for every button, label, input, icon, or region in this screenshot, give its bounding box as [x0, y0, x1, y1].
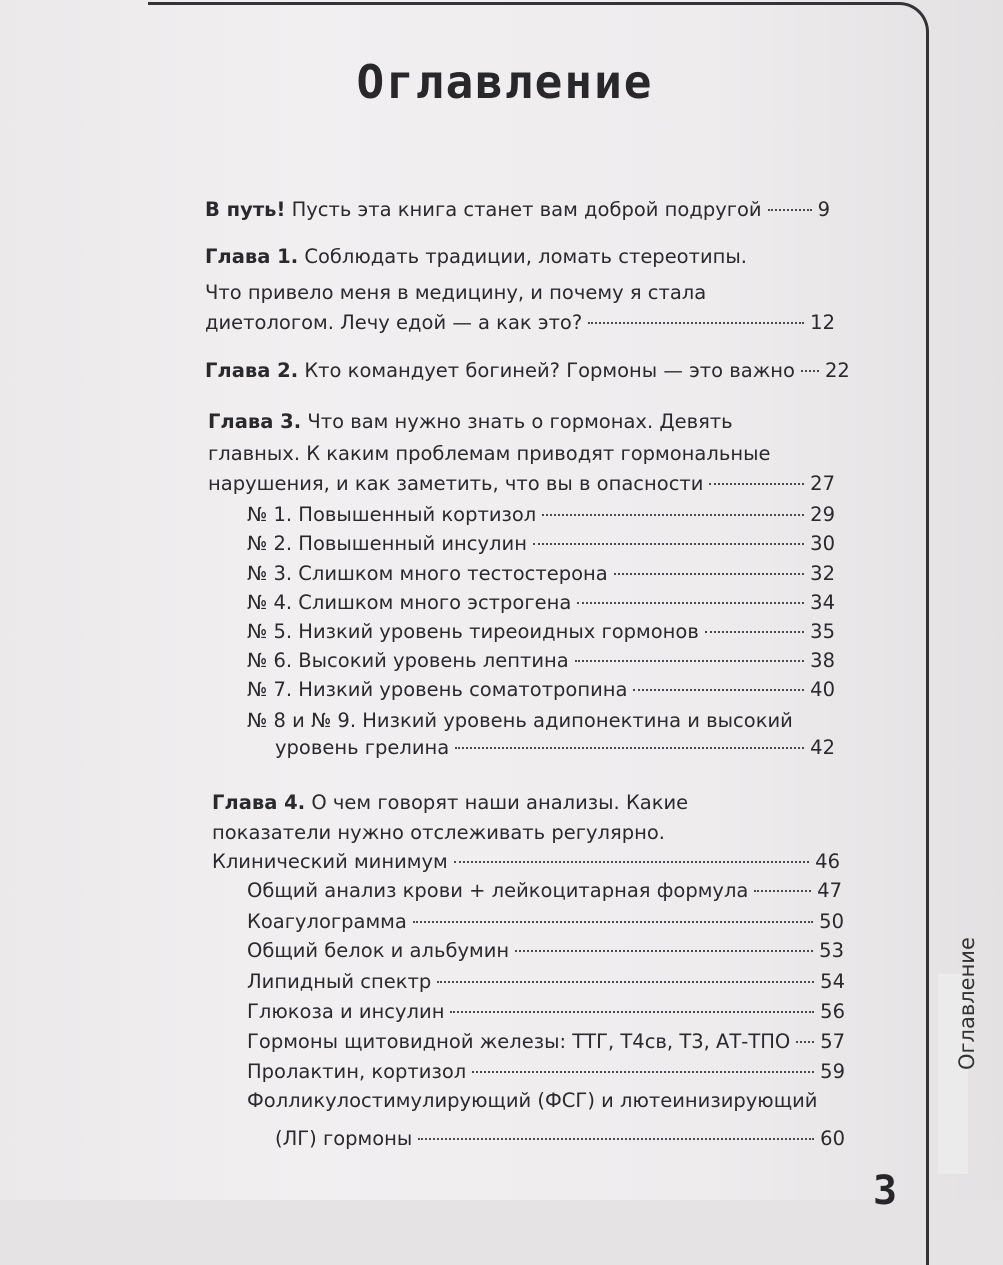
entry-page: 53: [819, 939, 844, 962]
entry-page: 27: [810, 472, 835, 495]
entry-text: диетологом. Лечу едой — а как это?: [205, 311, 583, 334]
entry-page: 29: [810, 503, 835, 526]
toc-entry-ch1-line2: Что привело меня в медицину, и почему я стала: [205, 281, 707, 304]
entry-page: 57: [820, 1030, 846, 1053]
toc-entry-ch3-line1: [208, 410, 733, 434]
toc-subentry-line1: Фолликулостимулирующий (ФСГ) и лютеинизирующий: [247, 1089, 818, 1112]
entry-text: Пролактин, кортизол: [247, 1060, 467, 1083]
side-running-head: Оглавление: [955, 937, 979, 1070]
entry-text: Что вам нужно знать о гормонах. Девять: [301, 410, 733, 433]
entry-page: 54: [820, 970, 845, 993]
entry-text: нарушения, и как заметить, что вы в опасности: [208, 472, 704, 495]
toc-subentry: [247, 562, 835, 586]
dot-leader: [437, 981, 814, 983]
toc-subentry: [275, 1127, 845, 1151]
toc-subentry-line1: № 8 и № 9. Низкий уровень адипонектина и высокий: [247, 709, 793, 732]
entry-text: № 4. Слишком много эстрогена: [247, 591, 572, 614]
toc-subentry: [247, 939, 844, 963]
toc-entry-ch2: [205, 359, 850, 383]
toc-entry-ch4: [212, 850, 840, 874]
dot-leader: [709, 483, 804, 485]
entry-page: 40: [810, 678, 835, 701]
dot-leader: [533, 543, 804, 545]
toc-entry-ch4-line1: [212, 791, 688, 815]
entry-text: Липидный спектр: [247, 970, 432, 993]
entry-page: 9: [817, 198, 830, 221]
dot-leader: [754, 890, 811, 892]
entry-page: 60: [820, 1127, 845, 1150]
toc-subentry: [247, 1030, 845, 1054]
toc-subentry: [247, 649, 835, 673]
dot-leader: [575, 660, 804, 662]
toc-subentry: [247, 1000, 845, 1024]
entry-page: 12: [810, 311, 835, 334]
entry-page: 59: [820, 1060, 845, 1083]
entry-text: Глюкоза и инсулин: [247, 1000, 445, 1023]
dot-leader: [542, 514, 804, 516]
dot-leader: [796, 1041, 814, 1043]
entry-text: Общий анализ крови + лейкоцитарная формула: [247, 879, 749, 902]
toc-subentry: [247, 970, 845, 994]
entry-text: № 5. Низкий уровень тиреоидных гормонов: [247, 620, 699, 643]
dot-leader: [633, 689, 804, 691]
toc-entry-ch1: [205, 311, 835, 335]
entry-page: 42: [810, 736, 835, 759]
entry-bold: Глава 4.: [212, 791, 306, 814]
entry-bold: Глава 2.: [205, 359, 299, 382]
entry-text: (ЛГ) гормоны: [275, 1127, 413, 1150]
toc-subentry: [247, 1060, 845, 1084]
dot-leader: [454, 861, 809, 863]
dot-leader: [768, 209, 812, 211]
entry-text: Гормоны щитовидной железы: ТТГ, Т4св, Т3, АТ-ТПО: [247, 1030, 791, 1053]
toc-entry-ch3: [208, 472, 835, 496]
entry-page: 38: [810, 649, 835, 672]
entry-text: Соблюдать традиции, ломать стереотипы.: [298, 245, 747, 268]
dot-leader: [515, 950, 813, 952]
entry-text: Кто командует богиней? Гормоны — это важно: [298, 359, 795, 382]
toc-subentry: [247, 910, 844, 934]
dot-leader: [455, 747, 804, 749]
entry-page: 46: [815, 850, 840, 873]
entry-text: О чем говорят наши анализы. Какие: [305, 791, 689, 814]
entry-text: № 2. Повышенный инсулин: [247, 532, 527, 555]
dot-leader: [801, 370, 819, 372]
toc-subentry: [247, 503, 835, 527]
entry-text: Клинический минимум: [212, 850, 448, 873]
dot-leader: [577, 602, 804, 604]
dot-leader: [614, 573, 804, 575]
entry-text: № 6. Высокий уровень лептина: [247, 649, 569, 672]
toc-subentry: [247, 678, 835, 702]
entry-text: № 1. Повышенный кортизол: [247, 503, 537, 526]
dot-leader: [705, 631, 804, 633]
page-number: 3: [873, 1168, 898, 1214]
dot-leader: [413, 921, 813, 923]
entry-text: № 3. Слишком много тестостерона: [247, 562, 608, 585]
dot-leader: [450, 1011, 814, 1013]
entry-text: уровень грелина: [275, 736, 450, 759]
entry-text: Коагулограмма: [247, 910, 407, 933]
entry-page: 35: [810, 620, 835, 643]
toc-subentry: [275, 736, 835, 760]
entry-bold: Глава 3.: [208, 410, 302, 433]
toc-subentry: [247, 532, 835, 556]
entry-text: № 7. Низкий уровень соматотропина: [247, 678, 628, 701]
toc-subentry: [247, 879, 842, 903]
toc-entry-ch1-line1: [205, 245, 747, 269]
entry-bold: В путь!: [205, 198, 286, 221]
entry-page: 22: [824, 359, 850, 382]
toc-entry-ch3-line2: главных. К каким проблемам приводят гормональные: [208, 442, 771, 465]
entry-page: 56: [820, 1000, 845, 1023]
toc-entry-ch4-line2: показатели нужно отслеживать регулярно.: [212, 821, 665, 844]
dot-leader: [418, 1138, 814, 1140]
entry-bold: Глава 1.: [205, 245, 299, 268]
toc-subentry: [247, 591, 835, 615]
entry-page: 30: [810, 532, 835, 555]
dot-leader: [472, 1071, 814, 1073]
entry-text: Пусть эта книга станет вам доброй подругой: [285, 198, 762, 221]
page-title: Оглавление: [356, 55, 654, 109]
entry-page: 32: [810, 562, 835, 585]
entry-text: Общий белок и альбумин: [247, 939, 510, 962]
entry-page: 50: [819, 910, 844, 933]
dot-leader: [588, 322, 804, 324]
toc-subentry: [247, 620, 835, 644]
entry-page: 47: [817, 879, 842, 902]
entry-page: 34: [810, 591, 835, 614]
toc-entry-intro: [205, 198, 830, 222]
